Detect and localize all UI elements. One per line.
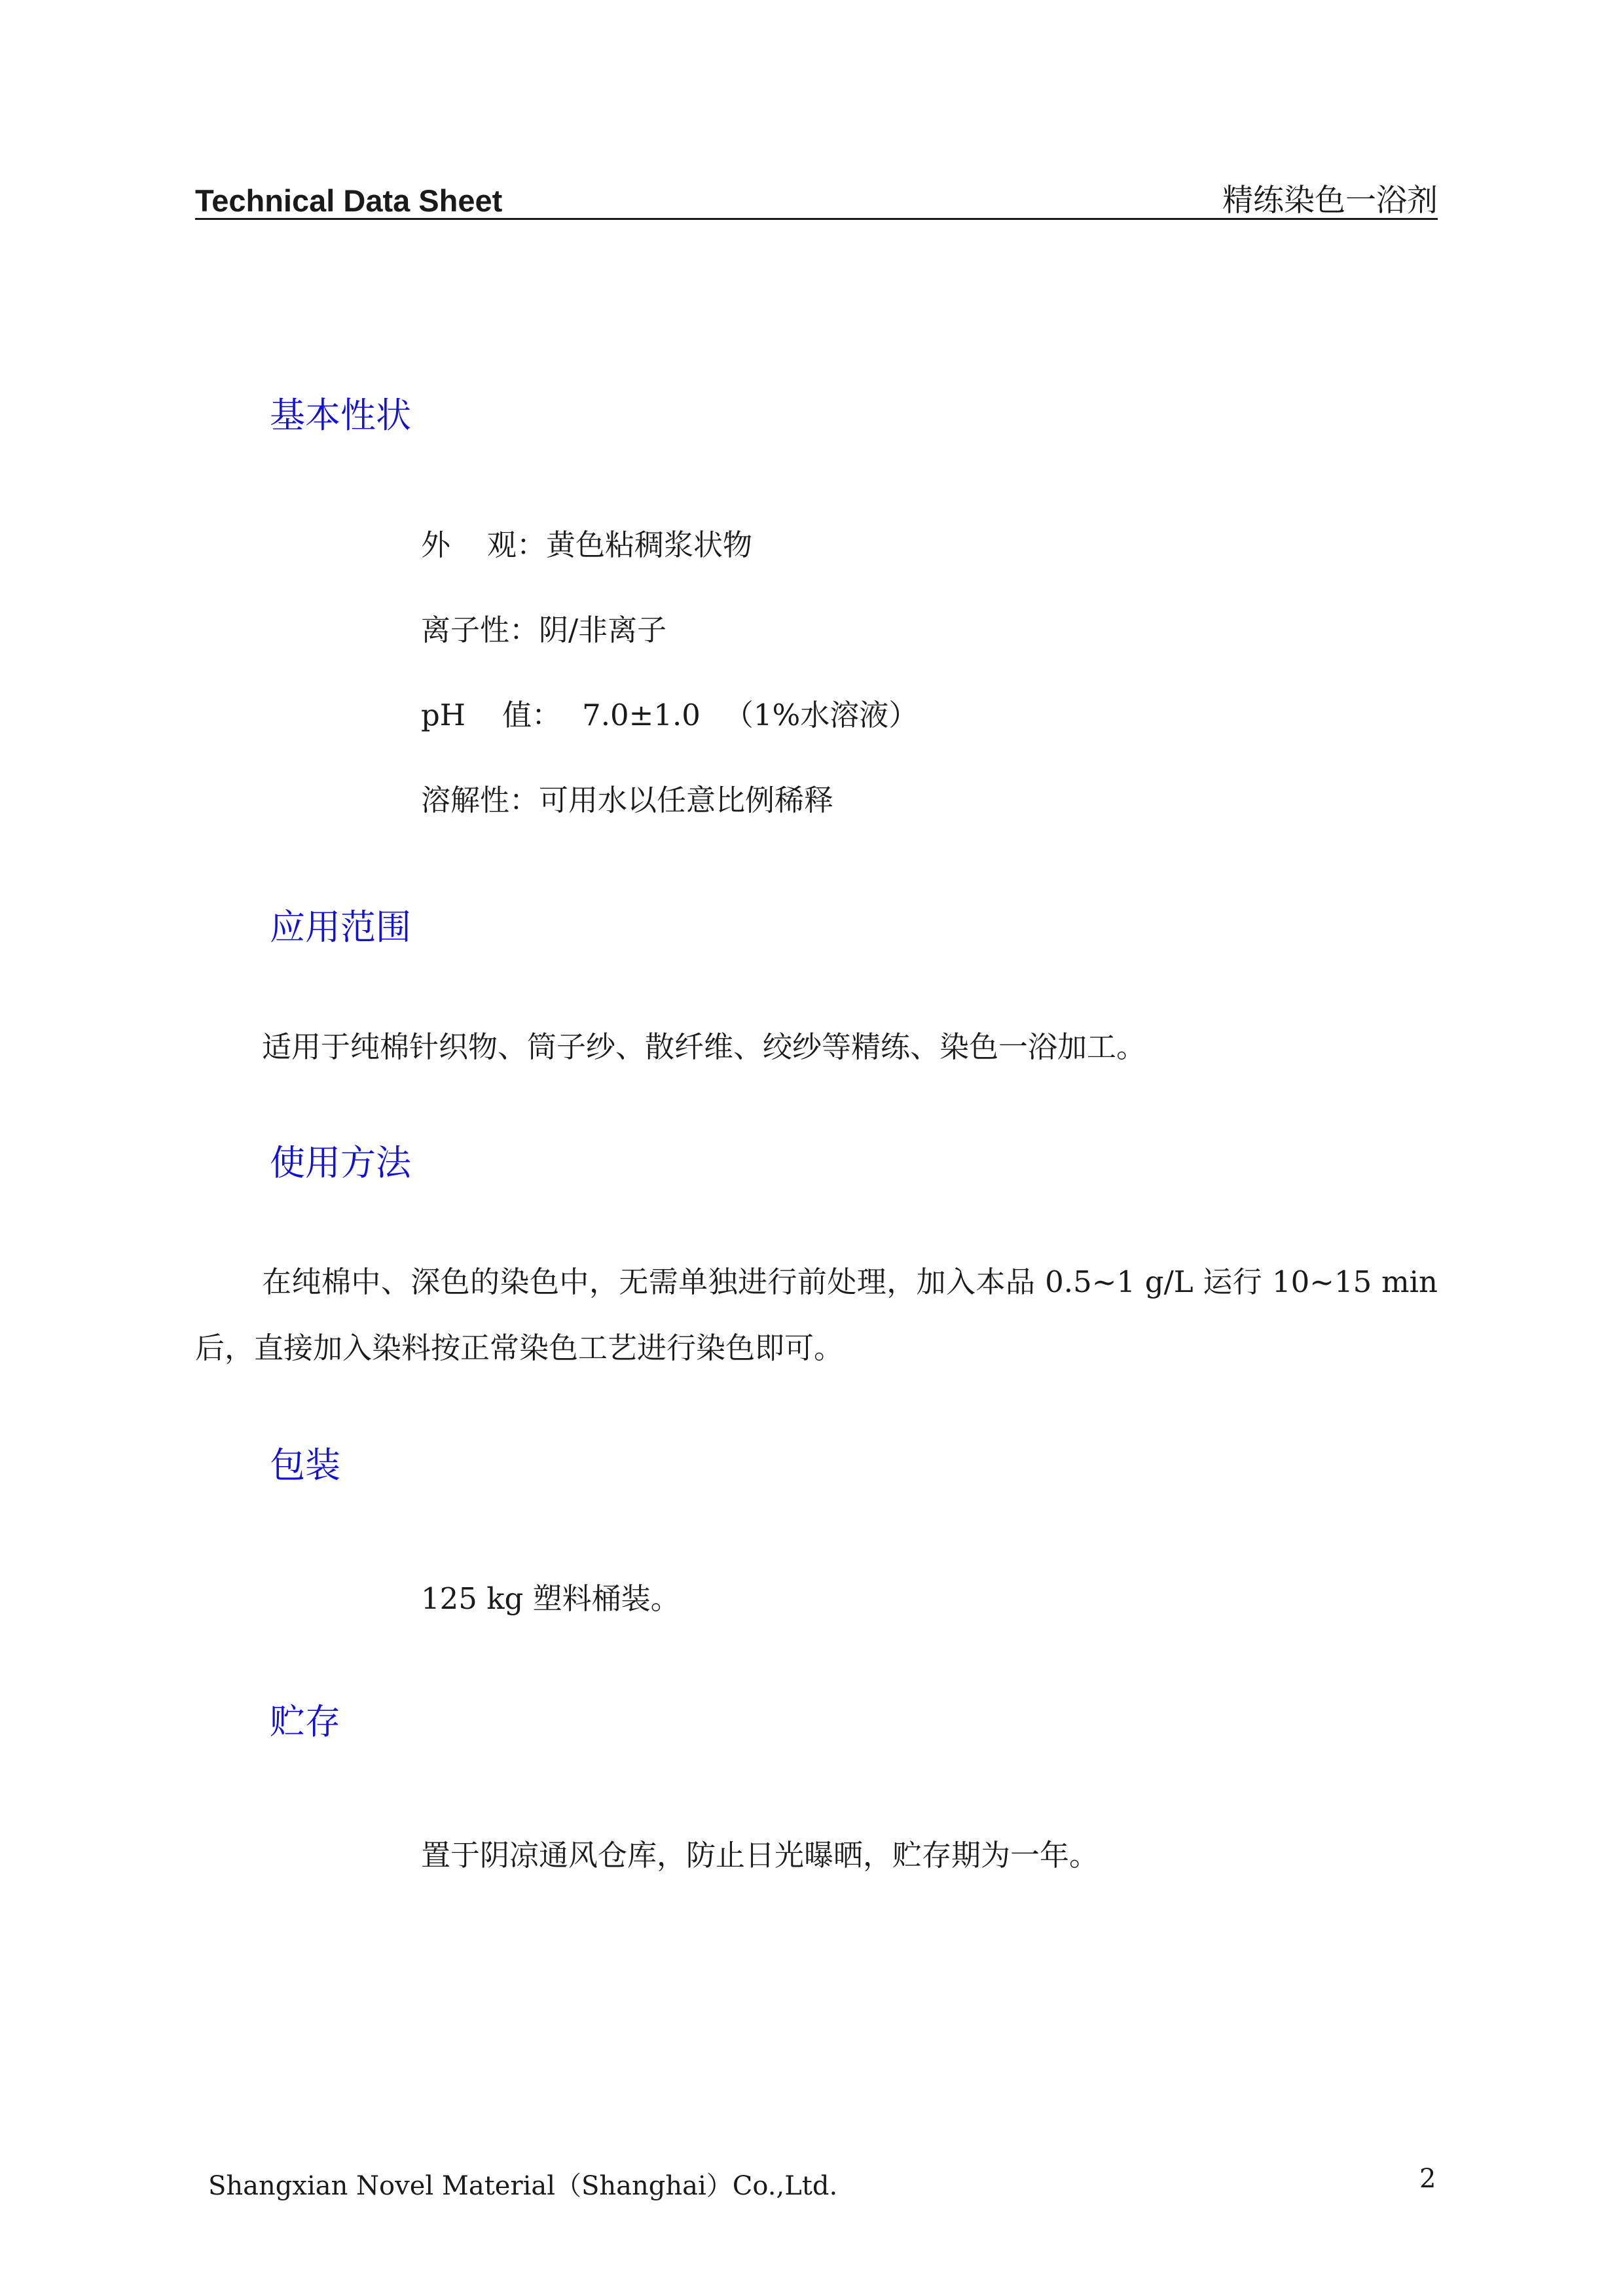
- property-ionicity: [421, 611, 666, 650]
- solubility-label: 溶解性：: [421, 783, 539, 817]
- property-ph: [421, 696, 918, 735]
- ph-label-a: pH: [421, 698, 466, 732]
- property-appearance: [421, 526, 752, 565]
- heading-usage: 使用方法: [270, 1142, 411, 1183]
- ph-value: 7.0±1.0: [582, 698, 701, 732]
- appearance-value: 黄色粘稠浆状物: [546, 528, 753, 562]
- storage-text: 置于阴凉通风仓库，防止日光曝晒，贮存期为一年。: [421, 1838, 1099, 1873]
- application-text: 适用于纯棉针织物、筒子纱、散纤维、绞纱等精练、染色一浴加工。: [262, 1030, 1146, 1064]
- ionicity-value: 阴/非离子: [539, 613, 667, 647]
- heading-application: 应用范围: [270, 906, 411, 948]
- ph-label-b: 值：: [502, 698, 562, 732]
- heading-basic-properties: 基本性状: [270, 395, 411, 436]
- solubility-value: 可用水以任意比例稀释: [539, 783, 834, 817]
- header-title-right: 精练染色一浴剂: [1222, 183, 1438, 219]
- heading-packaging: 包装: [270, 1444, 340, 1486]
- ionicity-label: 离子性：: [421, 613, 539, 647]
- appearance-label-a: 外: [421, 528, 451, 562]
- page-number: 2: [1419, 2164, 1436, 2194]
- usage-text-line-1: 在纯棉中、深色的染色中，无需单独进行前处理，加入本品 0.5~1 g/L 运行 10~15 min: [262, 1265, 1438, 1299]
- appearance-label-b: 观：: [487, 528, 547, 562]
- usage-text-line-2: 后，直接加入染料按正常染色工艺进行染色即可。: [195, 1331, 844, 1365]
- property-solubility: [421, 781, 833, 820]
- ph-note: （1%水溶液）: [723, 698, 919, 732]
- header-title-left: Technical Data Sheet: [195, 183, 503, 218]
- packaging-text: 125 kg 塑料桶装。: [421, 1581, 680, 1616]
- header-divider: [195, 218, 1438, 220]
- heading-storage: 贮存: [270, 1701, 340, 1742]
- footer-company: Shangxian Novel Material（Shanghai）Co.,Ltd.: [208, 2171, 838, 2201]
